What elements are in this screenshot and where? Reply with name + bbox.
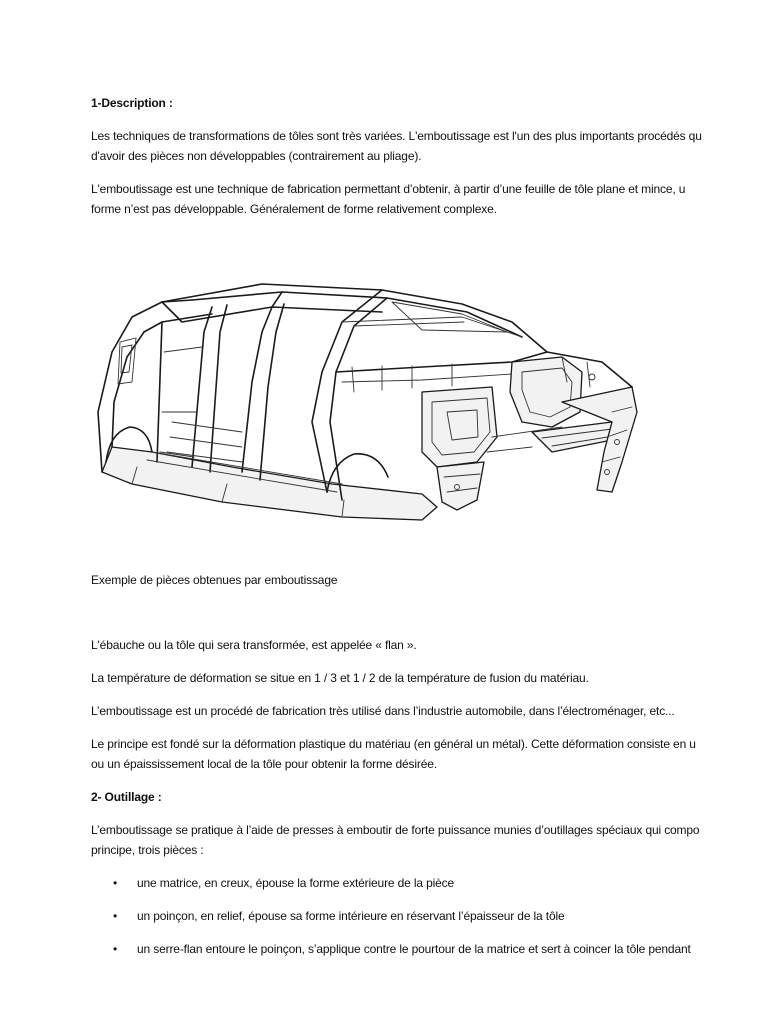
paragraph-line: L’emboutissage est un procédé de fabrication très utilisé dans l’industrie automobile, dans l’électroménager, etc...	[91, 704, 675, 718]
list-item: un serre-flan entoure le poinçon, s’applique contre le pourtour de la matrice et sert à coincer la tôle pendant	[137, 942, 691, 956]
section-heading-outillage: 2- Outillage :	[91, 790, 162, 804]
list-bullet: •	[113, 942, 118, 956]
car-body-in-white-icon	[92, 262, 644, 562]
car-body-figure	[92, 262, 644, 562]
paragraph-line: L'ébauche ou la tôle qui sera transformée, est appelée « flan ».	[91, 638, 417, 652]
list-item: une matrice, en creux, épouse la forme extérieure de la pièce	[137, 876, 455, 890]
list-item: un poinçon, en relief, épouse sa forme intérieure en réservant l’épaisseur de la tôle	[137, 909, 565, 923]
paragraph-line: ou un épaississement local de la tôle pour obtenir la forme désirée.	[91, 757, 438, 771]
paragraph-line: L’emboutissage se pratique à l’aide de presses à emboutir de forte puissance munies d’outillages spéciaux qui compo	[91, 823, 700, 837]
paragraph-line: L'emboutissage est une technique de fabrication permettant d’obtenir, à partir d’une feuille de tôle plane et mince, u	[91, 182, 686, 196]
figure-caption: Exemple de pièces obtenues par emboutissage	[91, 573, 338, 587]
paragraph-line: La température de déformation se situe en 1 / 3 et 1 / 2 de la température de fusion du matériau.	[91, 671, 589, 685]
paragraph-line: d'avoir des pièces non développables (contrairement au pliage).	[91, 149, 422, 163]
paragraph-line: principe, trois pièces :	[91, 843, 204, 857]
section-heading-description: 1-Description :	[91, 96, 173, 110]
paragraph-line: Le principe est fondé sur la déformation plastique du matériau (en général un métal). Cette déformation consiste en u	[91, 737, 696, 751]
paragraph-line: forme n’est pas développable. Généralement de forme relativement complexe.	[91, 202, 497, 216]
paragraph-line: Les techniques de transformations de tôles sont très variées. L'emboutissage est l'un des plus importants procédés qu	[91, 129, 702, 143]
list-bullet: •	[113, 909, 118, 923]
list-bullet: •	[113, 876, 118, 890]
